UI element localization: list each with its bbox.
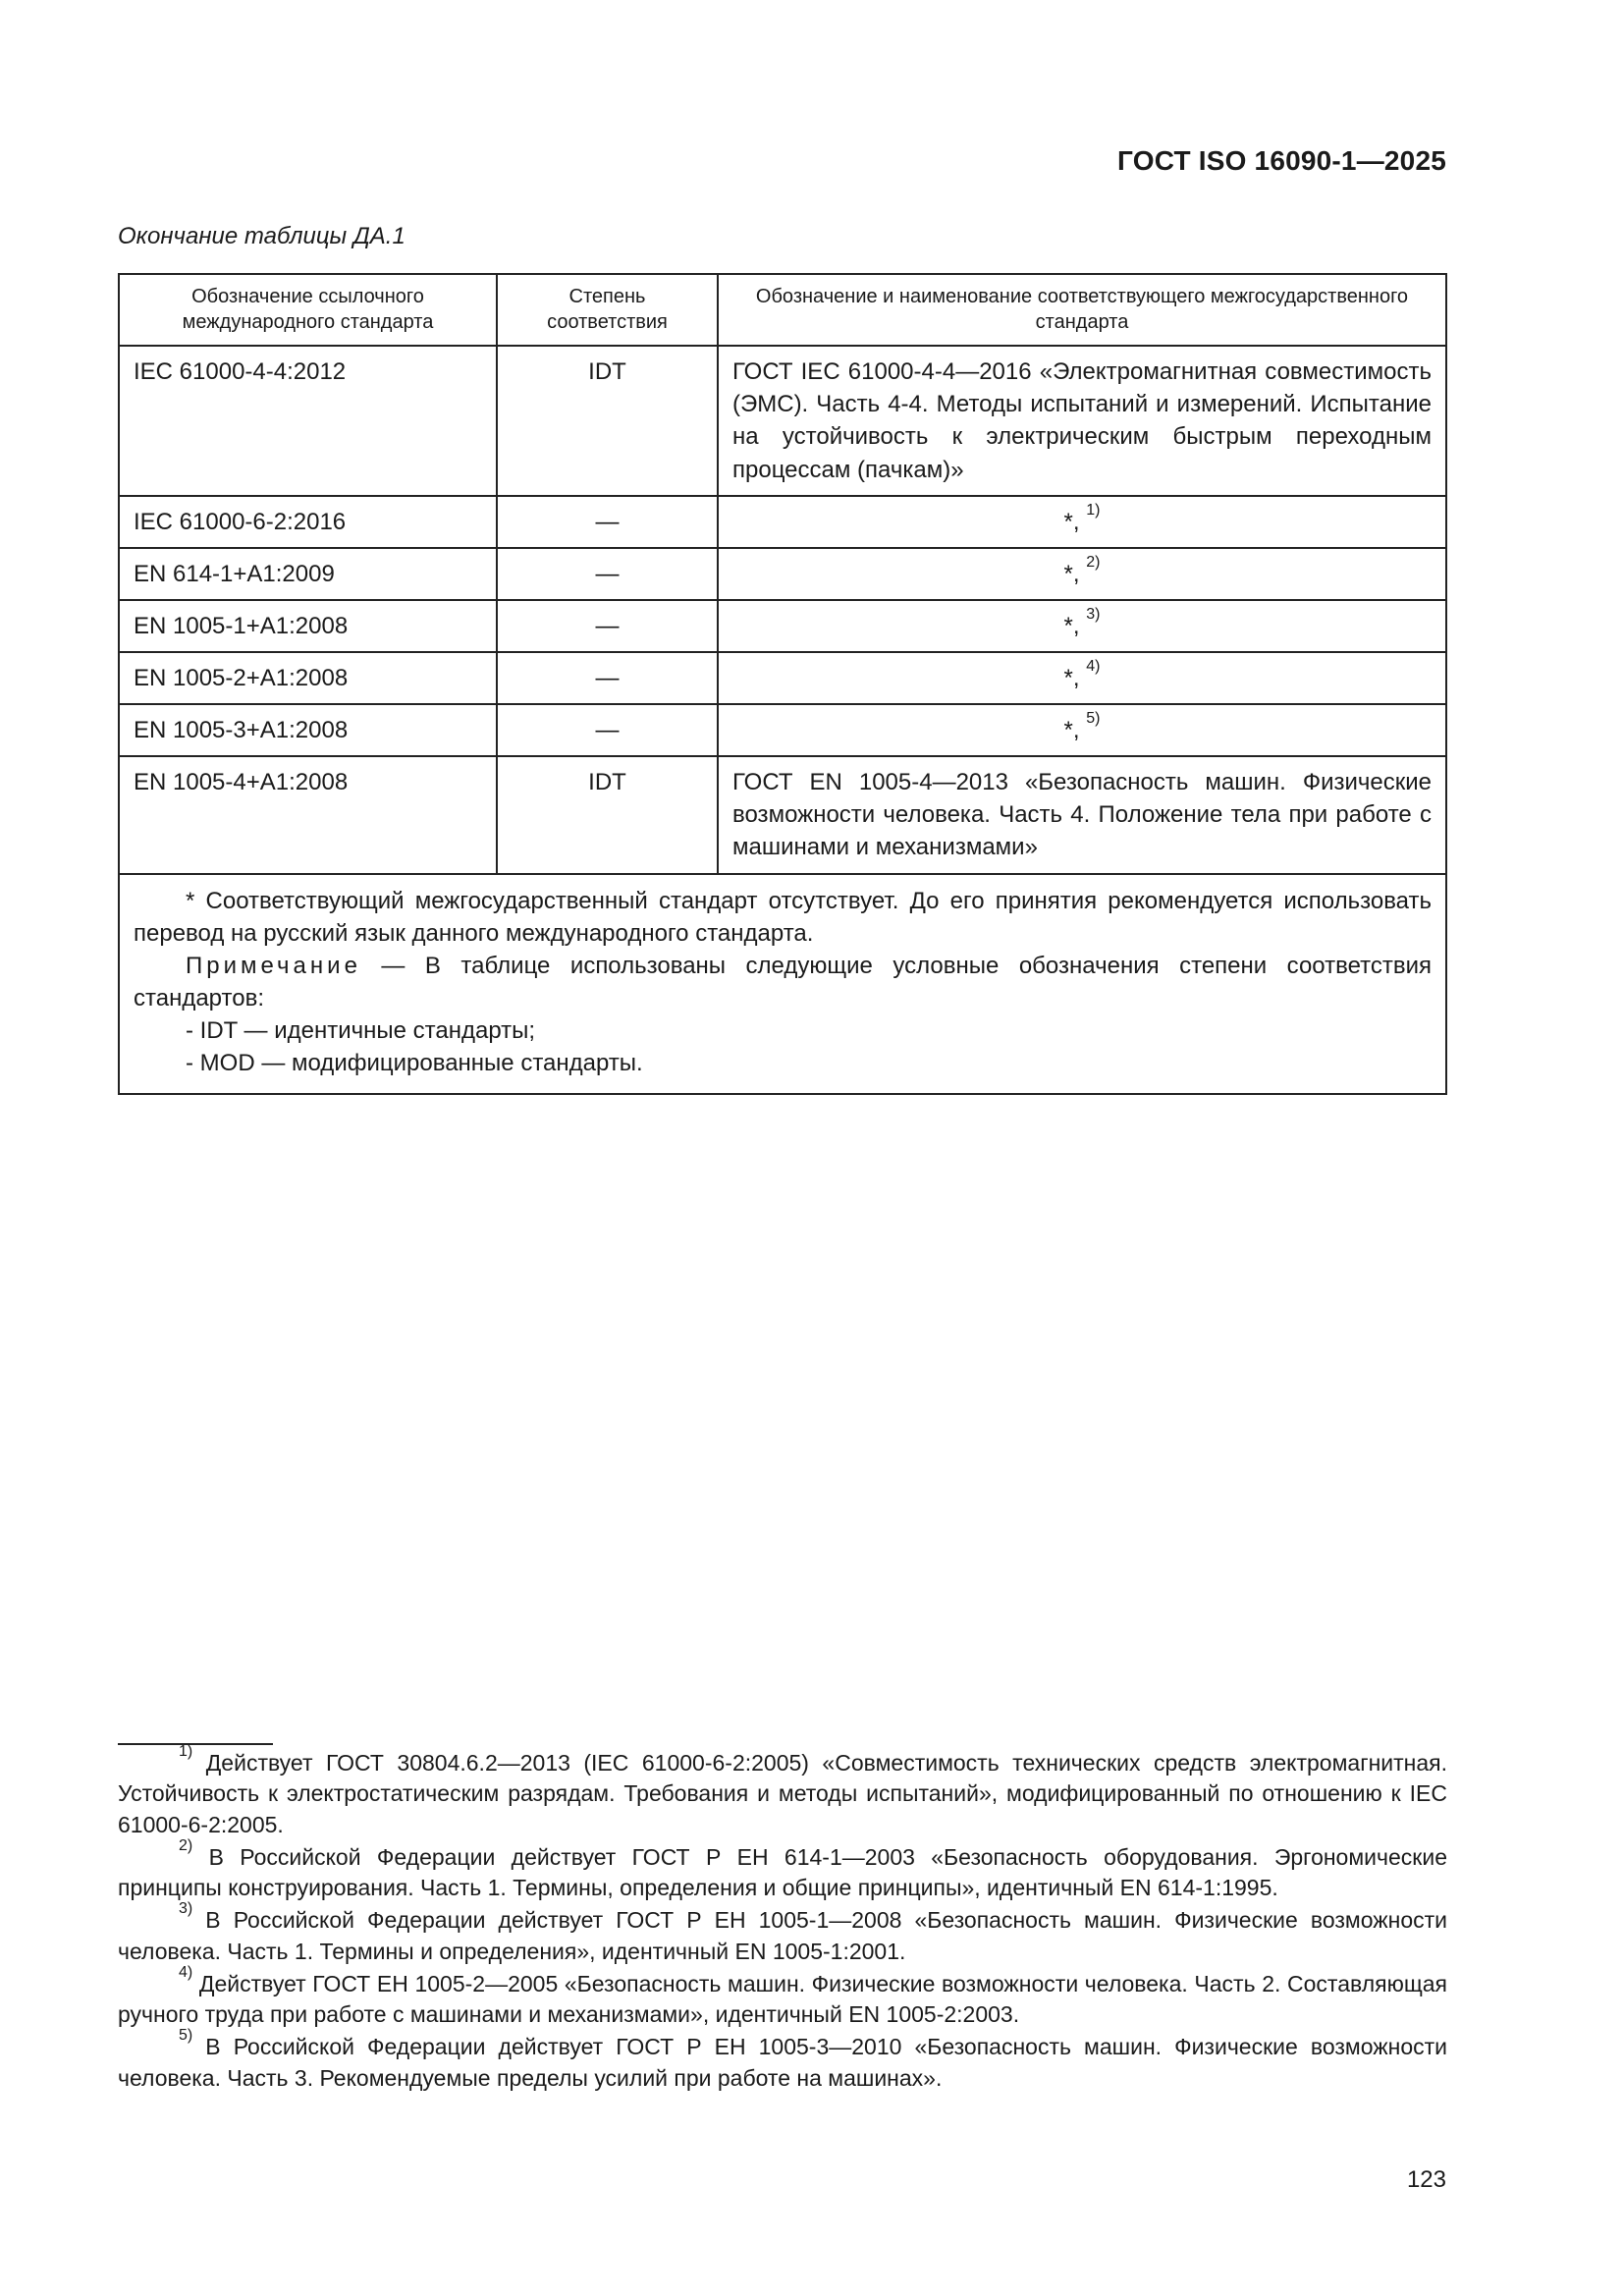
cell-standard-text: ГОСТ EN 1005-4—2013 «Безопасность машин. Физические возможности человека. Часть 4. Положение тела при работе с машинами и механизмами» <box>718 756 1446 873</box>
absent-mark: *, <box>1063 560 1080 587</box>
cell-degree: — <box>497 548 718 600</box>
table-note <box>119 874 1446 1095</box>
footnote-ref: 2) <box>1086 553 1101 571</box>
footnote-number: 4) <box>179 1963 193 1981</box>
note-paragraph <box>134 950 1432 1014</box>
table-row <box>119 756 1446 873</box>
document-code: ГОСТ ISO 16090-1—2025 <box>1117 145 1446 176</box>
asterisk-note: * Соответствующий межгосударственный стандарт отсутствует. До его принятия рекомендуется использовать перевод на русский язык данного международного стандарта. <box>134 887 1432 947</box>
cell-degree: — <box>497 496 718 548</box>
table-header-row <box>119 274 1446 346</box>
cell-standard-text: ГОСТ IEC 61000-4-4—2016 «Электромагнитная совместимость (ЭМС). Часть 4-4. Методы испытаний и измерений. Испытание на устойчивость к электрическим быстрым переходным процессам (пачкам)» <box>718 346 1446 495</box>
cell-degree: — <box>497 600 718 652</box>
cell-reference: EN 1005-4+A1:2008 <box>119 756 497 873</box>
reference-table <box>118 273 1447 1095</box>
footnote-ref: 3) <box>1086 605 1101 623</box>
table-row <box>119 704 1446 756</box>
footnotes <box>118 1743 1447 2096</box>
footnote <box>118 1900 1447 1967</box>
table-row <box>119 600 1446 652</box>
note-label: Примечание <box>186 952 361 979</box>
footnote-text: В Российской Федерации действует ГОСТ Р ЕН 614-1—2003 «Безопасность оборудования. Эргономические принципы конструирования. Часть 1. Термины, определения и общие принципы», идентичный EN 614-1:1995. <box>118 1843 1447 1901</box>
footnote-text: Действует ГОСТ ЕН 1005-2—2005 «Безопасность машин. Физические возможности человека. Часть 2. Составляющая ручного труда при работе с машинами и механизмами», идентичный EN 1005-2:2003. <box>118 1970 1447 2028</box>
cell-reference: EN 1005-3+A1:2008 <box>119 704 497 756</box>
header-interstate-standard: Обозначение и наименование соответствующего межгосударственного стандарта <box>718 274 1446 346</box>
table-note-row <box>119 874 1446 1095</box>
absent-mark: *, <box>1063 508 1080 535</box>
header-reference-standard: Обозначение ссылочного международного стандарта <box>119 274 497 346</box>
header-degree: Степень соответствия <box>497 274 718 346</box>
cell-reference: EN 1005-1+A1:2008 <box>119 600 497 652</box>
list-item: - IDT — идентичные стандарты; <box>186 1016 536 1044</box>
footnote-text: Действует ГОСТ 30804.6.2—2013 (IEC 61000-6-2:2005) «Совместимость технических средств электромагнитная. Устойчивость к электростатическим разрядам. Требования и методы испытаний», модифицированный по отношению к IEC 61000-6-2:2005. <box>118 1750 1447 1837</box>
footnote-number: 1) <box>179 1743 193 1760</box>
table-row <box>119 548 1446 600</box>
cell-standard-absent <box>718 704 1446 756</box>
absent-mark: *, <box>1063 664 1080 691</box>
footnote-number: 3) <box>179 1900 193 1918</box>
footnote <box>118 1963 1447 2031</box>
table-caption: Окончание таблицы ДА.1 <box>118 223 406 249</box>
footnote-ref: 1) <box>1086 501 1101 519</box>
footnote-text: В Российской Федерации действует ГОСТ Р ЕН 1005-3—2010 «Безопасность машин. Физические возможности человека. Часть 3. Рекомендуемые пределы усилий при работе на машинах». <box>118 2034 1447 2091</box>
cell-degree: — <box>497 652 718 704</box>
cell-degree: IDT <box>497 756 718 873</box>
footnote-ref: 4) <box>1086 657 1101 675</box>
footnote-number: 2) <box>179 1836 193 1854</box>
cell-standard-absent <box>718 496 1446 548</box>
list-item: - MOD — модифицированные стандарты. <box>186 1050 643 1077</box>
table-row <box>119 652 1446 704</box>
cell-reference: IEC 61000-4-4:2012 <box>119 346 497 495</box>
table-row <box>119 346 1446 495</box>
footnote <box>118 1836 1447 1904</box>
footnote-divider <box>118 1743 273 1745</box>
footnote-ref: 5) <box>1086 710 1101 728</box>
note-text: — В таблице использованы следующие условные обозначения степени соответствия стандартов: <box>134 952 1432 1011</box>
cell-standard-absent <box>718 600 1446 652</box>
cell-degree: — <box>497 704 718 756</box>
page-number: 123 <box>1406 2166 1446 2193</box>
footnote <box>118 2027 1447 2094</box>
absent-mark: *, <box>1063 717 1080 744</box>
table-row <box>119 496 1446 548</box>
cell-standard-absent <box>718 652 1446 704</box>
cell-degree: IDT <box>497 346 718 495</box>
cell-reference: EN 1005-2+A1:2008 <box>119 652 497 704</box>
cell-reference: IEC 61000-6-2:2016 <box>119 496 497 548</box>
footnote-text: В Российской Федерации действует ГОСТ Р ЕН 1005-1—2008 «Безопасность машин. Физические возможности человека. Часть 1. Термины и определения», идентичный EN 1005-1:2001. <box>118 1907 1447 1964</box>
footnote-number: 5) <box>179 2027 193 2045</box>
cell-reference: EN 614-1+A1:2009 <box>119 548 497 600</box>
footnote <box>118 1743 1447 1840</box>
cell-standard-absent <box>718 548 1446 600</box>
absent-mark: *, <box>1063 612 1080 639</box>
